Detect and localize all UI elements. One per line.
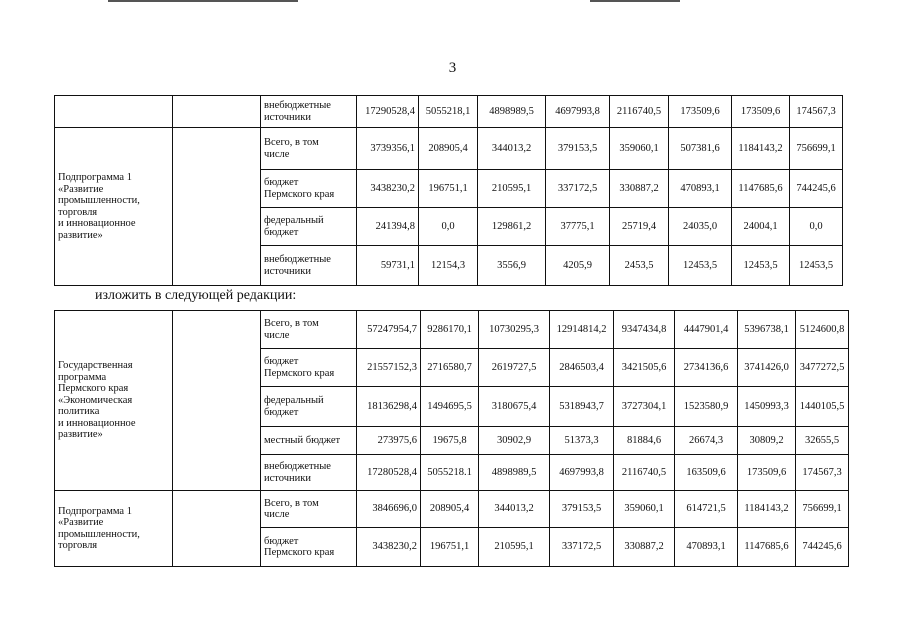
value-cell: 3556,9 xyxy=(478,246,546,286)
empty-cell xyxy=(173,491,261,567)
empty-cell xyxy=(173,128,261,286)
program-cell: Подпрограмма 1 «Развитие промышленности, торговля xyxy=(55,491,173,567)
value-cell: 17290528,4 xyxy=(357,96,419,128)
value-cell: 57247954,7 xyxy=(357,311,421,349)
table-row xyxy=(55,311,849,349)
value-cell: 37775,1 xyxy=(546,208,610,246)
value-cell: 756699,1 xyxy=(790,128,843,170)
value-cell: 24035,0 xyxy=(669,208,732,246)
value-cell: 5055218.1 xyxy=(421,455,479,491)
value-cell: 32655,5 xyxy=(796,427,849,455)
value-cell: 330887,2 xyxy=(614,528,675,567)
value-cell: 5124600,8 xyxy=(796,311,849,349)
table-row xyxy=(55,491,849,528)
value-cell: 507381,6 xyxy=(669,128,732,170)
value-cell: 3438230,2 xyxy=(357,528,421,567)
value-cell: 1147685,6 xyxy=(732,170,790,208)
value-cell: 17280528,4 xyxy=(357,455,421,491)
value-cell: 3846696,0 xyxy=(357,491,421,528)
value-cell: 163509,6 xyxy=(675,455,738,491)
value-cell: 2116740,5 xyxy=(610,96,669,128)
page-number: 3 xyxy=(448,60,457,76)
value-cell: 51373,3 xyxy=(550,427,614,455)
value-cell: 273975,6 xyxy=(357,427,421,455)
value-cell: 3180675,4 xyxy=(479,387,550,427)
value-cell: 208905,4 xyxy=(419,128,478,170)
funding-source: внебюджетные источники xyxy=(261,96,357,128)
program-cell: Подпрограмма 1 «Развитие промышленности, торговля и инновационное развитие» xyxy=(55,128,173,286)
value-cell: 5396738,1 xyxy=(738,311,796,349)
value-cell: 59731,1 xyxy=(357,246,419,286)
empty-cell xyxy=(173,96,261,128)
value-cell: 2716580,7 xyxy=(421,349,479,387)
value-cell: 30809,2 xyxy=(738,427,796,455)
value-cell: 0,0 xyxy=(790,208,843,246)
value-cell: 81884,6 xyxy=(614,427,675,455)
value-cell: 21557152,3 xyxy=(357,349,421,387)
value-cell: 196751,1 xyxy=(421,528,479,567)
value-cell: 744245,6 xyxy=(796,528,849,567)
top-rule-right xyxy=(590,0,680,2)
value-cell: 19675,8 xyxy=(421,427,479,455)
value-cell: 25719,4 xyxy=(610,208,669,246)
funding-source: внебюджетные источники xyxy=(261,455,357,491)
value-cell: 744245,6 xyxy=(790,170,843,208)
value-cell: 24004,1 xyxy=(732,208,790,246)
empty-cell xyxy=(173,311,261,491)
funding-source: федеральный бюджет xyxy=(261,387,357,427)
value-cell: 1450993,3 xyxy=(738,387,796,427)
value-cell: 12453,5 xyxy=(790,246,843,286)
value-cell: 470893,1 xyxy=(675,528,738,567)
value-cell: 0,0 xyxy=(419,208,478,246)
value-cell: 4447901,4 xyxy=(675,311,738,349)
value-cell: 4898989,5 xyxy=(478,96,546,128)
value-cell: 1494695,5 xyxy=(421,387,479,427)
value-cell: 4898989,5 xyxy=(479,455,550,491)
value-cell: 4205,9 xyxy=(546,246,610,286)
value-cell: 344013,2 xyxy=(479,491,550,528)
value-cell: 129861,2 xyxy=(478,208,546,246)
value-cell: 18136298,4 xyxy=(357,387,421,427)
value-cell: 26674,3 xyxy=(675,427,738,455)
value-cell: 1440105,5 xyxy=(796,387,849,427)
value-cell: 330887,2 xyxy=(610,170,669,208)
value-cell: 2619727,5 xyxy=(479,349,550,387)
budget-table-new xyxy=(54,310,849,567)
value-cell: 3741426,0 xyxy=(738,349,796,387)
table-row xyxy=(55,96,843,128)
value-cell: 1147685,6 xyxy=(738,528,796,567)
value-cell: 173509,6 xyxy=(738,455,796,491)
funding-source: бюджет Пермского края xyxy=(261,170,357,208)
value-cell: 1184143,2 xyxy=(732,128,790,170)
value-cell: 173509,6 xyxy=(732,96,790,128)
value-cell: 5055218,1 xyxy=(419,96,478,128)
value-cell: 470893,1 xyxy=(669,170,732,208)
value-cell: 9286170,1 xyxy=(421,311,479,349)
value-cell: 1523580,9 xyxy=(675,387,738,427)
value-cell: 4697993,8 xyxy=(550,455,614,491)
value-cell: 210595,1 xyxy=(479,528,550,567)
value-cell: 3438230,2 xyxy=(357,170,419,208)
value-cell: 196751,1 xyxy=(419,170,478,208)
program-cell xyxy=(55,96,173,128)
value-cell: 241394,8 xyxy=(357,208,419,246)
top-rule-left xyxy=(108,0,298,2)
funding-source: бюджет Пермского края xyxy=(261,528,357,567)
value-cell: 379153,5 xyxy=(546,128,610,170)
value-cell: 379153,5 xyxy=(550,491,614,528)
value-cell: 359060,1 xyxy=(610,128,669,170)
value-cell: 3477272,5 xyxy=(796,349,849,387)
value-cell: 2846503,4 xyxy=(550,349,614,387)
value-cell: 174567,3 xyxy=(796,455,849,491)
value-cell: 12453,5 xyxy=(669,246,732,286)
value-cell: 208905,4 xyxy=(421,491,479,528)
value-cell: 5318943,7 xyxy=(550,387,614,427)
value-cell: 30902,9 xyxy=(479,427,550,455)
value-cell: 10730295,3 xyxy=(479,311,550,349)
value-cell: 1184143,2 xyxy=(738,491,796,528)
value-cell: 3739356,1 xyxy=(357,128,419,170)
value-cell: 12914814,2 xyxy=(550,311,614,349)
program-cell: Государственная программа Пермского края «Экономическая политика и инновационное развитие» xyxy=(55,311,173,491)
funding-source: федеральный бюджет xyxy=(261,208,357,246)
value-cell: 210595,1 xyxy=(478,170,546,208)
value-cell: 756699,1 xyxy=(796,491,849,528)
value-cell: 173509,6 xyxy=(669,96,732,128)
value-cell: 344013,2 xyxy=(478,128,546,170)
amendment-phrase: изложить в следующей редакции: xyxy=(95,288,297,303)
funding-source: внебюджетные источники xyxy=(261,246,357,286)
funding-source: Всего, в том числе xyxy=(261,311,357,349)
funding-source: местный бюджет xyxy=(261,427,357,455)
funding-source: Всего, в том числе xyxy=(261,491,357,528)
value-cell: 12453,5 xyxy=(732,246,790,286)
value-cell: 3421505,6 xyxy=(614,349,675,387)
value-cell: 12154,3 xyxy=(419,246,478,286)
value-cell: 174567,3 xyxy=(790,96,843,128)
budget-table-old xyxy=(54,95,843,286)
value-cell: 9347434,8 xyxy=(614,311,675,349)
funding-source: бюджет Пермского края xyxy=(261,349,357,387)
value-cell: 2453,5 xyxy=(610,246,669,286)
value-cell: 614721,5 xyxy=(675,491,738,528)
value-cell: 4697993,8 xyxy=(546,96,610,128)
table-row xyxy=(55,128,843,170)
funding-source: Всего, в том числе xyxy=(261,128,357,170)
value-cell: 2116740,5 xyxy=(614,455,675,491)
value-cell: 337172,5 xyxy=(546,170,610,208)
value-cell: 2734136,6 xyxy=(675,349,738,387)
value-cell: 337172,5 xyxy=(550,528,614,567)
value-cell: 359060,1 xyxy=(614,491,675,528)
value-cell: 3727304,1 xyxy=(614,387,675,427)
